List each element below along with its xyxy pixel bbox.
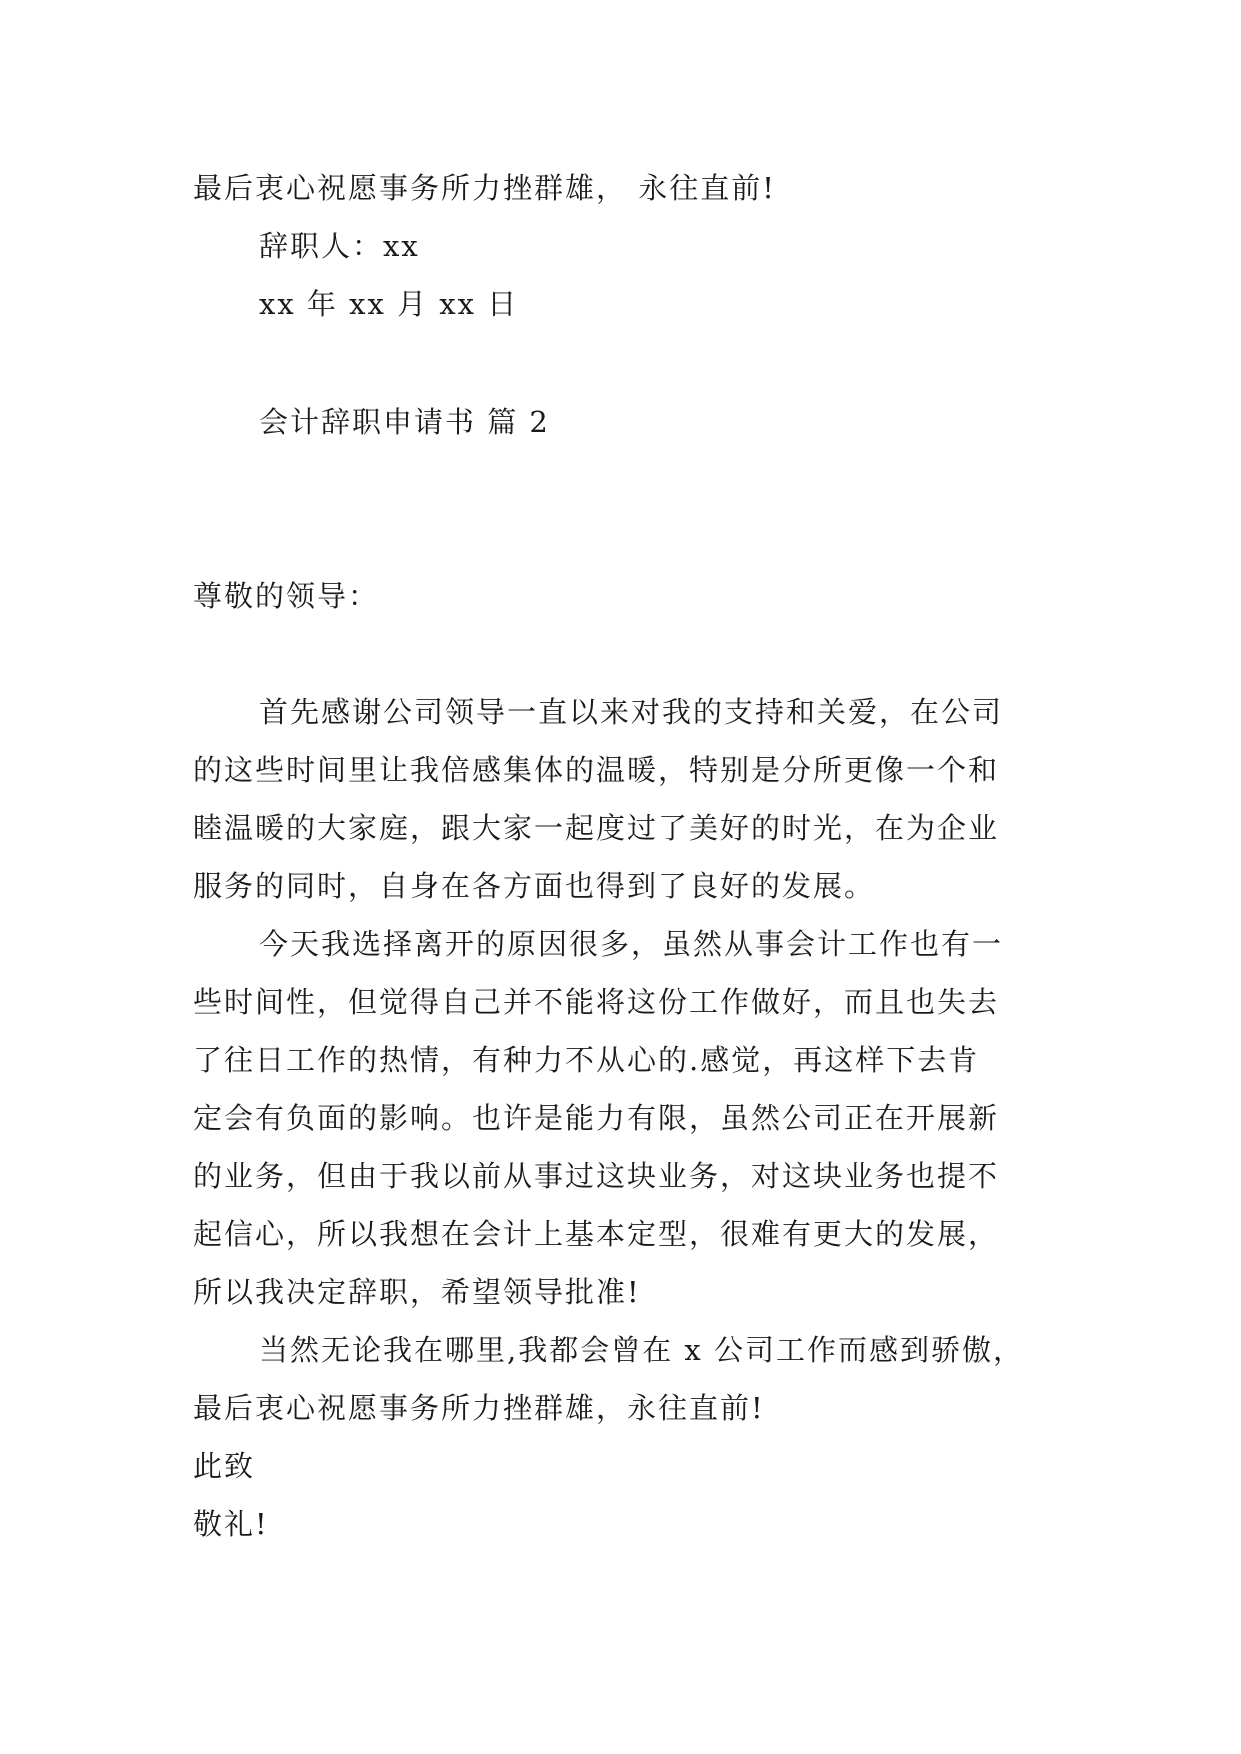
closing-line-2: 敬礼! xyxy=(193,1507,269,1541)
paragraph-2-line-2: 些时间性，但觉得自己并不能将这份工作做好，而且也失去 xyxy=(193,985,1000,1019)
paragraph-2-line-3: 了往日工作的热情，有种力不从心的.感觉，再这样下去肯 xyxy=(193,1043,980,1077)
closing-wish-previous: 最后衷心祝愿事务所力挫群雄， 永往直前! xyxy=(193,171,776,205)
section-title: 会计辞职申请书 篇 2 xyxy=(259,405,550,439)
paragraph-2-line-1: 今天我选择离开的原因很多，虽然从事会计工作也有一 xyxy=(259,927,1004,961)
paragraph-2-line-5: 的业务，但由于我以前从事过这块业务，对这块业务也提不 xyxy=(193,1159,1000,1193)
paragraph-1-line-3: 睦温暖的大家庭，跟大家一起度过了美好的时光，在为企业 xyxy=(193,811,1000,845)
paragraph-2-line-7: 所以我决定辞职，希望领导批准! xyxy=(193,1275,641,1309)
salutation: 尊敬的领导： xyxy=(193,579,380,613)
paragraph-2-line-4: 定会有负面的影响。也许是能力有限，虽然公司正在开展新 xyxy=(193,1101,1000,1135)
paragraph-1-line-4: 服务的同时，自身在各方面也得到了良好的发展。 xyxy=(193,869,876,903)
closing-line-1: 此致 xyxy=(193,1449,256,1483)
paragraph-3-line-2: 最后衷心祝愿事务所力挫群雄，永往直前! xyxy=(193,1391,765,1425)
paragraph-3-line-1: 当然无论我在哪里,我都会曾在 x 公司工作而感到骄傲， xyxy=(259,1333,1025,1367)
paragraph-1-line-2: 的这些时间里让我倍感集体的温暖，特别是分所更像一个和 xyxy=(193,753,1000,787)
date: xx 年 xx 月 xx 日 xyxy=(259,287,519,321)
paragraph-2-line-6: 起信心，所以我想在会计上基本定型，很难有更大的发展， xyxy=(193,1217,1000,1251)
paragraph-1-line-1: 首先感谢公司领导一直以来对我的支持和关爱，在公司 xyxy=(259,695,1004,729)
signer: 辞职人：xx xyxy=(259,229,420,263)
